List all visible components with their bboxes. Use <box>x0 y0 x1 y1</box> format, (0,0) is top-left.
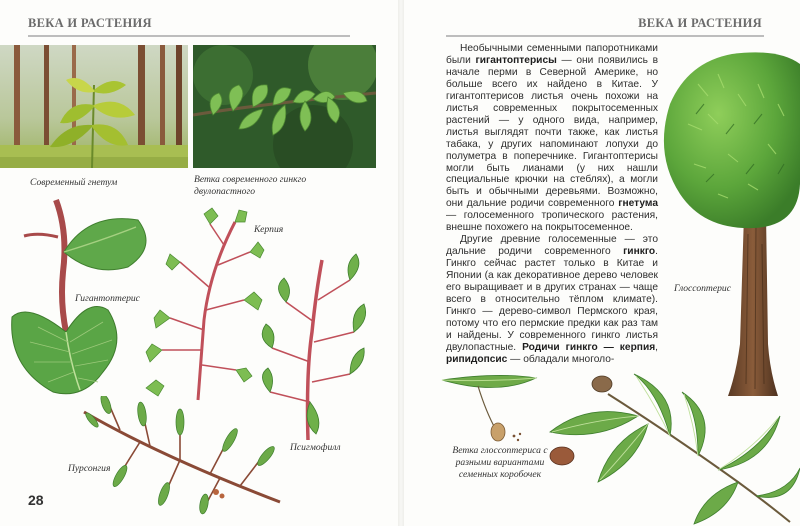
body-text <box>446 43 658 366</box>
ginkgo-photo <box>193 45 376 168</box>
text-run: Другие древние голосеменные — это дальние родичи современного <box>446 234 658 258</box>
header-rule-right <box>446 35 764 37</box>
text-run: — голосеменного тропического растения, внешне похожего на покрытосеменное. <box>446 210 658 234</box>
header-rule-left <box>28 35 350 37</box>
bold-term: гнетума <box>618 198 658 210</box>
bold-term: рипидопсис <box>446 353 508 365</box>
bold-term: Родичи гинкго — керпия <box>522 341 656 353</box>
caption-gigantopteris: Гигантоптерис <box>75 293 140 304</box>
paragraph-ginkgo <box>446 234 658 365</box>
caption-psigmophyll: Псигмофилл <box>290 442 341 453</box>
caption-gnetum: Современный гнетум <box>30 177 118 188</box>
paragraph-gigantopteris <box>446 43 658 234</box>
text-run: Необычными семенными папоротниками были <box>446 43 658 66</box>
text-run: , <box>655 341 658 353</box>
glossopteris-tree-illustration <box>658 44 800 400</box>
bold-term: гигантоптерисы <box>475 54 557 66</box>
caption-ginkgo-branch: Ветка современного гинкго двулопастного <box>194 174 307 197</box>
caption-glossopteris: Глоссоптерис <box>674 283 731 294</box>
caption-pursongia: Пурсонгия <box>68 463 111 474</box>
text-run: . Гинкго сейчас растет только в Китае и Японии (а как декоративное дерево человек его выращивает и в других странах — чаще всего в относительно тёплом климате). Гинкго — дерево-символ Пермского края, потому что его пермские предки как раз там и найдены. У современного гинкго листья двулопастные. <box>446 246 658 353</box>
pursongia-illustration <box>80 396 290 516</box>
caption-kerpia: Керпия <box>254 224 284 235</box>
running-head-right: ВЕКА И РАСТЕНИЯ <box>638 16 762 30</box>
caption-glossopteris-branch: Ветка глоссоптериса с разными вариантами семенных коробочек <box>452 445 548 480</box>
book-gutter <box>398 0 404 526</box>
gnetum-photo <box>0 45 188 168</box>
text-run: — обладали многоло- <box>507 353 615 365</box>
page-number: 28 <box>28 492 44 508</box>
kerpia-illustration <box>140 200 265 405</box>
text-run: — они появились в начале перми в Северной Америке, но больше всего их найдено в Китае. У гигантоптерисов листья очень похожи на листья современных покрытосеменных растений — у одного вида, например, листья выглядят почти также, как листья табака, у других напоминают лопухи до полуметра в поперечнике. Гигантоптерисы могли быть лианами (у них нашли специальные крючки на стеблях), а могли быть и обычными деревьями. Возможно, они дальние родичи современного <box>446 54 659 210</box>
bold-term: гинкго <box>623 246 656 258</box>
running-head-left: ВЕКА И РАСТЕНИЯ <box>28 16 152 30</box>
